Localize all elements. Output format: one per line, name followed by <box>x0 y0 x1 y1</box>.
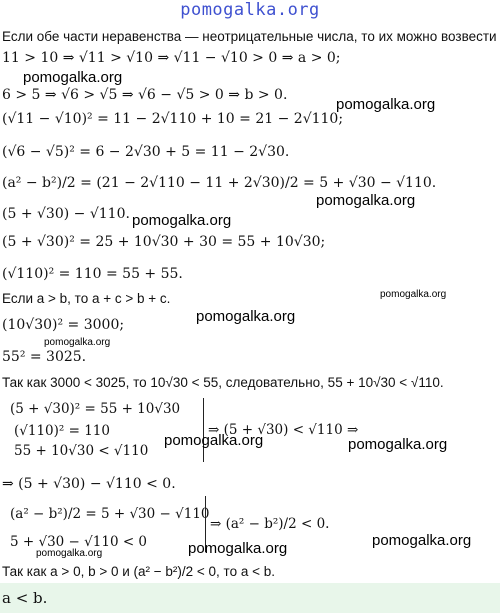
header-watermark: pomogalka.org <box>180 0 320 20</box>
watermark: pomogalka.org <box>36 548 103 559</box>
system1-line3: 55 + 10√30 < √110 <box>14 443 149 459</box>
intro-text: Если обе части неравенства — неотрицательные числа, то их можно возвести <box>2 29 497 44</box>
square-a: (√11 − √10)² = 11 − 2√110 + 10 = 21 − 2√110; <box>2 111 344 127</box>
watermark: pomogalka.org <box>44 337 111 348</box>
watermark: pomogalka.org <box>164 432 264 449</box>
watermark: pomogalka.org <box>348 436 448 453</box>
system1-bracket <box>203 398 204 462</box>
conclusion-1: Так как 3000 < 3025, то 10√30 < 55, следовательно, 55 + 10√30 < √110. <box>2 375 444 390</box>
square-sum: (5 + √30)² = 25 + 10√30 + 30 = 55 + 10√30; <box>2 234 326 250</box>
compare-expression: (5 + √30) − √110. <box>2 206 130 222</box>
square-10sqrt30: (10√30)² = 3000; <box>2 317 125 333</box>
watermark: pomogalka.org <box>336 96 436 113</box>
inequality-b: 6 > 5 ⇒ √6 > √5 ⇒ √6 − √5 > 0 ⇒ b > 0. <box>2 87 288 103</box>
watermark: pomogalka.org <box>132 212 232 229</box>
watermark: pomogalka.org <box>372 532 472 549</box>
watermark: pomogalka.org <box>196 308 296 325</box>
difference-formula: (a² − b²)/2 = (21 − 2√110 − 11 + 2√30)/2 = 5 + √30 − √110. <box>2 175 437 191</box>
system2-line1: (a² − b²)/2 = 5 + √30 − √110 <box>10 506 210 522</box>
square-55: 55² = 3025. <box>2 349 87 365</box>
watermark: pomogalka.org <box>316 192 416 209</box>
square-root110: (√110)² = 110 = 55 + 55. <box>2 266 183 282</box>
conclusion-2: ⇒ (5 + √30) − √110 < 0. <box>2 476 176 492</box>
rule-text: Если a > b, то a + c > b + c. <box>2 291 171 306</box>
square-b: (√6 − √5)² = 6 − 2√30 + 5 = 11 − 2√30. <box>2 144 290 160</box>
inequality-a: 11 > 10 ⇒ √11 > √10 ⇒ √11 − √10 > 0 ⇒ a > 0; <box>2 50 341 66</box>
system2-result: ⇒ (a² − b²)/2 < 0. <box>210 516 330 532</box>
final-reasoning: Так как a > 0, b > 0 и (a² − b²)/2 < 0, то a < b. <box>2 564 275 579</box>
system1-line2: (√110)² = 110 <box>14 423 110 439</box>
watermark: pomogalka.org <box>380 289 447 300</box>
system2-line2: 5 + √30 − √110 < 0 <box>10 534 148 550</box>
watermark: pomogalka.org <box>23 69 123 86</box>
watermark: pomogalka.org <box>188 540 288 557</box>
system1-result: ⇒ (5 + √30) < √110 ⇒ <box>208 422 359 438</box>
answer-text: a < b. <box>2 589 48 607</box>
answer-bar <box>0 583 500 613</box>
system1-line1: (5 + √30)² = 55 + 10√30 <box>10 401 181 417</box>
